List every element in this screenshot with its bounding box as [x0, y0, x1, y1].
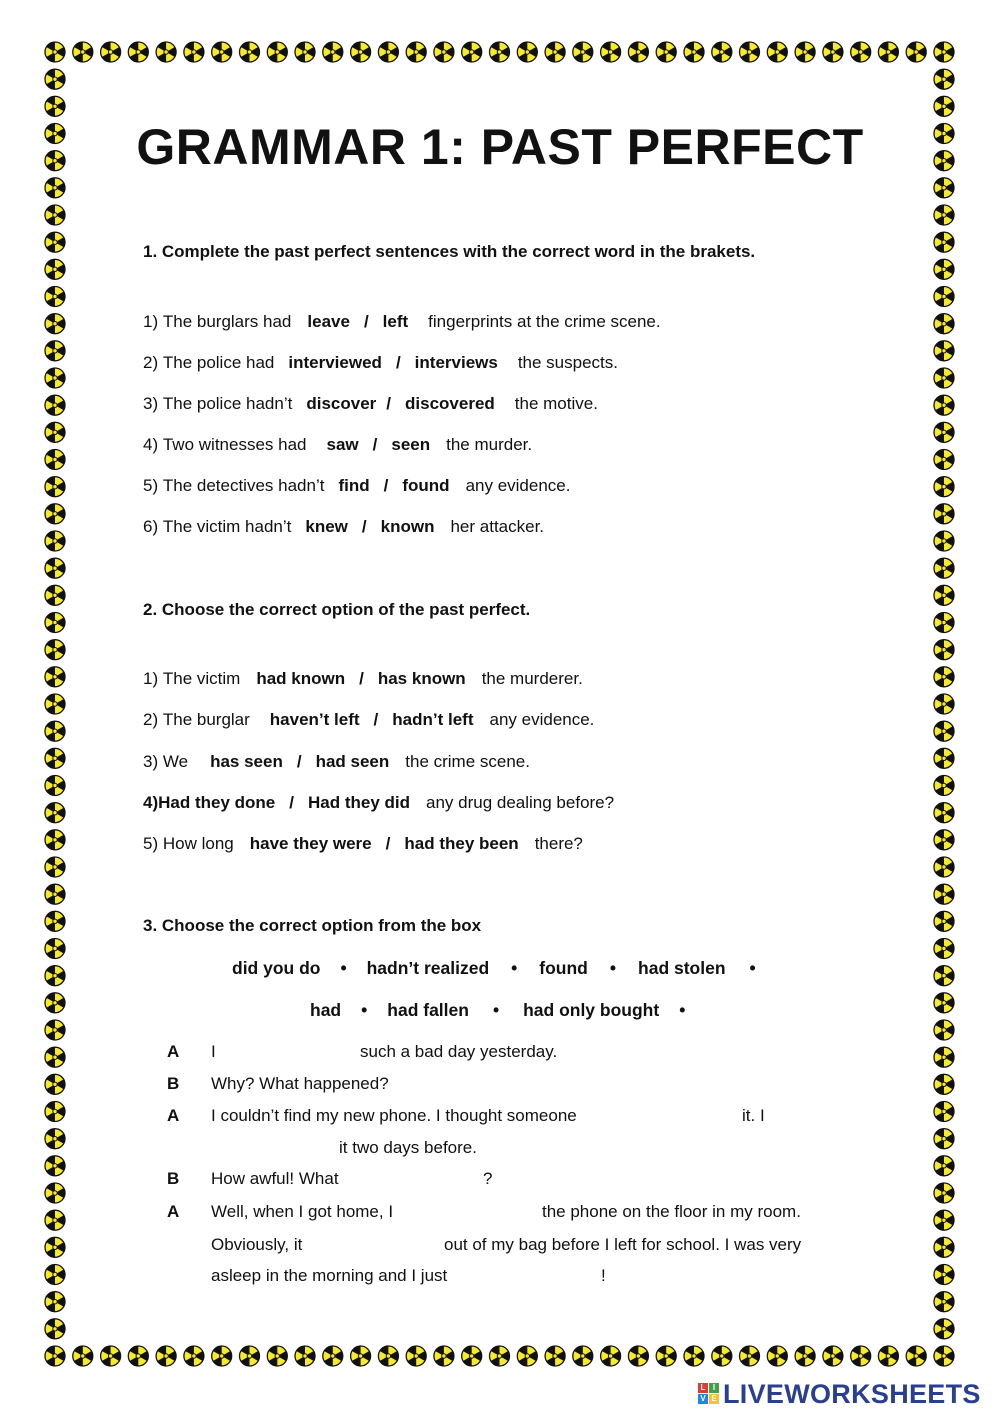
radiation-icon	[462, 42, 482, 62]
s1-item-6-option-a[interactable]: knew	[305, 517, 348, 536]
s2-item-5: 5) How long have they were / had they been there?	[143, 834, 583, 853]
radiation-icon	[351, 42, 371, 62]
s1-item-4: 4) Two witnesses had saw / seen the murder.	[143, 435, 533, 454]
dialogue-text: the phone on the floor in my room.	[542, 1202, 801, 1221]
word-option[interactable]: had	[310, 1000, 342, 1020]
liveworksheets-mark-icon: L I V E	[698, 1383, 720, 1405]
radiation-icon	[712, 1346, 732, 1366]
radiation-icon	[934, 830, 954, 850]
s2-item-2-option-b[interactable]: hadn’t left	[392, 710, 474, 729]
s1-item-6-option-b[interactable]: known	[380, 517, 435, 536]
s1-item-4-option-a[interactable]: saw	[326, 435, 359, 454]
radiation-icon	[767, 1346, 787, 1366]
radiation-icon	[45, 531, 65, 551]
radiation-icon	[934, 748, 954, 768]
radiation-icon	[934, 1129, 954, 1149]
speaker-label: B	[167, 1074, 180, 1093]
radiation-icon	[45, 1101, 65, 1121]
radiation-icon	[934, 368, 954, 388]
radiation-icon	[434, 42, 454, 62]
radiation-icon	[212, 42, 232, 62]
speaker-label: A	[167, 1106, 180, 1125]
page-title: GRAMMAR 1: PAST PERFECT	[136, 119, 864, 175]
radiation-icon	[934, 422, 954, 442]
radiation-icon	[45, 96, 65, 116]
radiation-icon	[545, 42, 565, 62]
radiation-icon	[101, 42, 121, 62]
radiation-icon	[45, 1210, 65, 1230]
radiation-icon	[45, 1264, 65, 1284]
radiation-icon	[573, 1346, 593, 1366]
radiation-icon	[517, 42, 537, 62]
s2-item-4-option-a[interactable]: Had they done	[158, 793, 276, 812]
radiation-icon	[45, 911, 65, 931]
radiation-icon	[934, 69, 954, 89]
radiation-icon	[45, 803, 65, 823]
radiation-icon	[934, 1020, 954, 1040]
radiation-icon	[684, 1346, 704, 1366]
radiation-icon	[45, 612, 65, 632]
radiation-icon	[128, 1346, 148, 1366]
radiation-icon	[45, 1129, 65, 1149]
radiation-icon	[934, 667, 954, 687]
dialogue-text: I	[211, 1042, 216, 1061]
speaker-label: B	[167, 1169, 180, 1188]
radiation-icon	[712, 42, 732, 62]
radiation-icon	[73, 1346, 93, 1366]
radiation-icon	[934, 612, 954, 632]
radiation-icon	[934, 42, 954, 62]
radiation-icon	[934, 449, 954, 469]
radiation-icon	[128, 42, 148, 62]
radiation-icon	[601, 1346, 621, 1366]
speaker-label: A	[167, 1202, 180, 1221]
radiation-icon	[934, 694, 954, 714]
radiation-icon	[740, 42, 760, 62]
radiation-icon	[934, 640, 954, 660]
dialogue-text: I couldn’t find my new phone. I thought someone	[211, 1106, 577, 1125]
s1-item-6: 6) The victim hadn’t knew / known her attacker.	[143, 517, 545, 536]
word-option[interactable]: found	[539, 958, 588, 978]
radiation-icon	[934, 884, 954, 904]
section3-heading: 3. Choose the correct option from the box	[143, 916, 482, 935]
radiation-icon	[45, 395, 65, 415]
radiation-icon	[378, 1346, 398, 1366]
s2-item-1-option-b[interactable]: has known	[377, 669, 466, 688]
word-option[interactable]: hadn’t realized	[366, 958, 490, 978]
s1-item-2-option-a[interactable]: interviewed	[288, 353, 382, 372]
radiation-icon	[934, 1156, 954, 1176]
radiation-icon	[45, 966, 65, 986]
dialogue-text: ?	[483, 1169, 493, 1188]
liveworksheets-logo	[698, 1380, 981, 1408]
radiation-icon	[45, 748, 65, 768]
radiation-icon	[378, 42, 398, 62]
radiation-icon	[934, 803, 954, 823]
radiation-icon	[934, 558, 954, 578]
dialogue-text: How awful! What	[211, 1169, 339, 1188]
s2-item-3-option-a[interactable]: has seen	[210, 752, 283, 771]
radiation-icon	[601, 42, 621, 62]
radiation-icon	[823, 42, 843, 62]
s1-item-3-option-b[interactable]: discovered	[405, 394, 495, 413]
radiation-icon	[934, 395, 954, 415]
radiation-icon	[73, 42, 93, 62]
radiation-icon	[656, 42, 676, 62]
radiation-icon	[45, 775, 65, 795]
radiation-icon	[934, 1101, 954, 1121]
radiation-icon	[45, 884, 65, 904]
radiation-icon	[934, 1210, 954, 1230]
radiation-icon	[323, 42, 343, 62]
radiation-icon	[295, 1346, 315, 1366]
radiation-icon	[45, 1156, 65, 1176]
radiation-icon	[934, 531, 954, 551]
radiation-icon	[628, 42, 648, 62]
radiation-icon	[934, 1183, 954, 1203]
section2-heading: 2. Choose the correct option of the past perfect.	[143, 600, 531, 619]
radiation-icon	[45, 232, 65, 252]
radiation-icon	[906, 1346, 926, 1366]
s1-item-5: 5) The detectives hadn’t find / found any evidence.	[143, 476, 571, 495]
word-option[interactable]: had fallen	[387, 1000, 469, 1020]
radiation-icon	[545, 1346, 565, 1366]
s2-item-5-option-a[interactable]: have they were	[249, 834, 372, 853]
radiation-icon	[45, 42, 65, 62]
radiation-icon	[934, 993, 954, 1013]
radiation-icon	[851, 1346, 871, 1366]
s1-item-1-option-a[interactable]: leave	[307, 312, 350, 331]
radiation-icon	[490, 42, 510, 62]
radiation-icon	[934, 1237, 954, 1257]
radiation-icon	[934, 232, 954, 252]
s1-item-3: 3) The police hadn’t discover / discovered the motive.	[143, 394, 598, 413]
word-option[interactable]: did you do	[232, 958, 321, 978]
radiation-icon	[45, 1319, 65, 1339]
radiation-icon	[573, 42, 593, 62]
radiation-icon	[628, 1346, 648, 1366]
radiation-icon	[45, 286, 65, 306]
s1-item-3-option-a[interactable]: discover	[306, 394, 377, 413]
radiation-icon	[45, 368, 65, 388]
radiation-icon	[45, 314, 65, 334]
radiation-icon	[45, 1183, 65, 1203]
dialogue-text: asleep in the morning and I just	[211, 1266, 448, 1285]
dialogue-text: out of my bag before I left for school. I was very	[444, 1235, 802, 1254]
s1-item-4-option-b[interactable]: seen	[391, 435, 431, 454]
word-option[interactable]: had only bought	[523, 1000, 660, 1020]
radiation-icon	[45, 1020, 65, 1040]
s1-item-2: 2) The police had interviewed / interviews the suspects.	[143, 353, 618, 372]
radiation-icon	[45, 477, 65, 497]
radiation-icon	[517, 1346, 537, 1366]
radiation-icon	[45, 259, 65, 279]
radiation-icon	[934, 504, 954, 524]
s1-item-1: 1) The burglars had leave / left fingerprints at the crime scene.	[143, 312, 661, 331]
radiation-icon	[878, 42, 898, 62]
s2-item-3: 3) We has seen / had seen the crime scene.	[143, 752, 530, 771]
radiation-icon	[934, 966, 954, 986]
radiation-icon	[101, 1346, 121, 1366]
radiation-icon	[267, 42, 287, 62]
s1-item-2-option-b[interactable]: interviews	[414, 353, 498, 372]
s2-item-5-option-b[interactable]: had they been	[404, 834, 519, 853]
radiation-icon	[823, 1346, 843, 1366]
radiation-icon	[45, 585, 65, 605]
radiation-icon	[45, 449, 65, 469]
radiation-icon	[906, 42, 926, 62]
radiation-icon	[934, 585, 954, 605]
radiation-icon	[934, 314, 954, 334]
radiation-icon	[45, 1237, 65, 1257]
radiation-icon	[934, 178, 954, 198]
radiation-icon	[934, 1047, 954, 1067]
radiation-icon	[45, 1047, 65, 1067]
radiation-icon	[45, 830, 65, 850]
s2-item-4-option-b[interactable]: Had they did	[307, 793, 410, 812]
radiation-icon	[45, 993, 65, 1013]
radiation-icon	[934, 938, 954, 958]
radiation-icon	[45, 667, 65, 687]
radiation-icon	[490, 1346, 510, 1366]
radiation-icon	[156, 1346, 176, 1366]
s1-item-5-option-b[interactable]: found	[402, 476, 450, 495]
radiation-icon	[934, 1292, 954, 1312]
s1-item-5-option-a[interactable]: find	[338, 476, 370, 495]
radiation-icon	[934, 911, 954, 931]
radiation-icon	[45, 694, 65, 714]
radiation-icon	[684, 42, 704, 62]
radiation-icon	[934, 341, 954, 361]
radiation-icon	[351, 1346, 371, 1366]
radiation-icon	[934, 205, 954, 225]
radiation-icon	[795, 1346, 815, 1366]
radiation-icon	[434, 1346, 454, 1366]
dialogue-text: it two days before.	[339, 1138, 477, 1157]
radiation-icon	[934, 286, 954, 306]
dialogue-text: such a bad day yesterday.	[360, 1042, 558, 1061]
section1-heading: 1. Complete the past perfect sentences with the correct word in the brakets.	[143, 242, 756, 261]
radiation-icon	[934, 1264, 954, 1284]
radiation-icon	[184, 42, 204, 62]
dialogue-text: !	[601, 1266, 606, 1285]
radiation-icon	[45, 938, 65, 958]
dialogue-text: it. I	[742, 1106, 765, 1125]
radiation-icon	[240, 42, 260, 62]
radiation-icon	[45, 857, 65, 877]
radiation-icon	[878, 1346, 898, 1366]
radiation-icon	[156, 42, 176, 62]
radiation-icon	[767, 42, 787, 62]
radiation-icon	[795, 42, 815, 62]
radiation-icon	[406, 42, 426, 62]
speaker-label: A	[167, 1042, 180, 1061]
radiation-icon	[934, 259, 954, 279]
word-box-row-1: did you do • hadn’t realized • found • had stolen •	[232, 958, 756, 978]
s1-item-1-option-b[interactable]: left	[382, 312, 409, 331]
s2-item-4: 4)Had they done / Had they did any drug dealing before?	[143, 793, 615, 812]
radiation-icon	[934, 96, 954, 116]
s2-item-2: 2) The burglar haven’t left / hadn’t left any evidence.	[143, 710, 595, 729]
s2-item-3-option-b[interactable]: had seen	[315, 752, 390, 771]
radiation-icon	[45, 341, 65, 361]
radiation-icon	[934, 1346, 954, 1366]
radiation-icon	[740, 1346, 760, 1366]
radiation-icon	[45, 422, 65, 442]
radiation-icon	[406, 1346, 426, 1366]
word-option[interactable]: had stolen	[638, 958, 726, 978]
radiation-icon	[45, 721, 65, 741]
word-box-row-2: had • had fallen • had only bought •	[310, 1000, 686, 1020]
radiation-icon	[184, 1346, 204, 1366]
s2-item-2-option-a[interactable]: haven’t left	[269, 710, 360, 729]
radiation-icon	[212, 1346, 232, 1366]
radiation-icon	[45, 178, 65, 198]
dialogue-text: Obviously, it	[211, 1235, 303, 1254]
radiation-icon	[656, 1346, 676, 1366]
radiation-icon	[45, 558, 65, 578]
s2-item-1-option-a[interactable]: had known	[256, 669, 346, 688]
radiation-icon	[934, 857, 954, 877]
dialogue-text: Why? What happened?	[211, 1074, 389, 1093]
radiation-icon	[934, 477, 954, 497]
radiation-icon	[851, 42, 871, 62]
radiation-icon	[45, 69, 65, 89]
radiation-icon	[45, 504, 65, 524]
radiation-icon	[267, 1346, 287, 1366]
radiation-icon	[295, 42, 315, 62]
radiation-icon	[45, 1292, 65, 1312]
radiation-icon	[462, 1346, 482, 1366]
radiation-icon	[934, 1074, 954, 1094]
radiation-icon	[323, 1346, 343, 1366]
dialogue-text: Well, when I got home, I	[211, 1202, 394, 1221]
liveworksheets-text: LIVEWORKSHEETS	[723, 1378, 981, 1409]
radiation-icon	[45, 1346, 65, 1366]
radiation-icon	[240, 1346, 260, 1366]
radiation-icon	[45, 1074, 65, 1094]
radiation-icon	[934, 775, 954, 795]
radiation-icon	[45, 205, 65, 225]
radiation-icon	[45, 640, 65, 660]
s2-item-1: 1) The victim had known / has known the murderer.	[143, 669, 583, 688]
radiation-icon	[934, 1319, 954, 1339]
radiation-icon	[934, 721, 954, 741]
